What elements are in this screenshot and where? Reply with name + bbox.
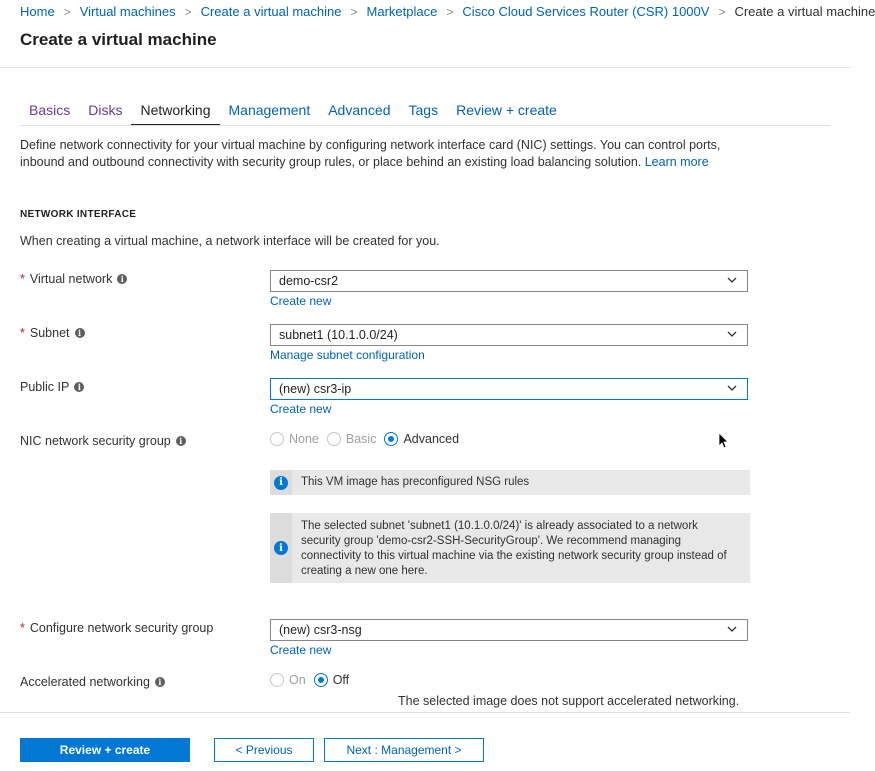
- nsg-radio-advanced-label: Advanced: [403, 432, 460, 446]
- subnet-value: subnet1 (10.1.0.0/24): [279, 328, 398, 342]
- accelerated-networking-note: The selected image does not support accelerated networking.: [398, 694, 740, 708]
- tabs-divider: [20, 125, 830, 126]
- create-new-nsg-link[interactable]: Create new: [270, 643, 332, 657]
- nic-nsg-radio-group: [270, 432, 467, 446]
- chevron-down-icon: [727, 275, 737, 285]
- required-marker: *: [20, 621, 25, 635]
- configure-nsg-value: (new) csr3-nsg: [279, 623, 362, 637]
- public-ip-label: [20, 380, 84, 394]
- info-strip: [270, 513, 292, 583]
- subnet-dropdown[interactable]: [270, 324, 748, 346]
- nsg-radio-none[interactable]: [270, 432, 319, 446]
- nsg-radio-basic[interactable]: [327, 432, 377, 446]
- nsg-radio-basic-label: Basic: [345, 432, 377, 446]
- accelerated-radio-off[interactable]: [314, 673, 349, 687]
- info-icon[interactable]: i: [75, 328, 85, 338]
- create-new-virtual-network-link[interactable]: Create new: [270, 294, 332, 308]
- chevron-right-icon: >: [184, 4, 192, 19]
- create-new-public-ip-link[interactable]: Create new: [270, 402, 332, 416]
- networking-description: [20, 137, 755, 171]
- tab-basics[interactable]: Basics: [29, 102, 71, 118]
- public-ip-value: (new) csr3-ip: [279, 382, 352, 396]
- virtual-network-label: [20, 272, 127, 286]
- radio-circle: [384, 432, 398, 446]
- tab-management[interactable]: Management: [228, 102, 311, 118]
- required-marker: *: [20, 272, 25, 286]
- breadcrumb-create-vm[interactable]: Create a virtual machine: [200, 4, 342, 19]
- next-management-button[interactable]: Next : Management >: [324, 738, 484, 762]
- nsg-preconfigured-info-text: This VM image has preconfigured NSG rules: [301, 476, 530, 488]
- page-title: Create a virtual machine: [20, 30, 217, 49]
- accelerated-radio-on-label: On: [289, 673, 306, 687]
- breadcrumb-current: Create a virtual machine: [734, 4, 875, 19]
- virtual-network-value: demo-csr2: [279, 274, 339, 288]
- tab-networking[interactable]: Networking: [131, 98, 219, 126]
- virtual-network-label-text: Virtual network: [29, 272, 113, 286]
- breadcrumb-home[interactable]: Home: [20, 4, 55, 19]
- chevron-right-icon: >: [63, 4, 71, 19]
- info-icon: i: [274, 541, 288, 555]
- virtual-network-dropdown[interactable]: [270, 270, 748, 292]
- mouse-pointer-icon: [719, 433, 729, 449]
- configure-nsg-dropdown[interactable]: [270, 619, 748, 641]
- configure-nsg-label-text: Configure network security group: [29, 621, 214, 635]
- info-icon[interactable]: i: [176, 436, 186, 446]
- manage-subnet-link[interactable]: Manage subnet configuration: [270, 348, 425, 362]
- footer-divider: [0, 712, 850, 713]
- network-interface-intro: When creating a virtual machine, a network interface will be created for you.: [20, 234, 440, 248]
- subnet-label: [20, 326, 85, 340]
- radio-circle: [327, 432, 341, 446]
- accelerated-networking-label-text: Accelerated networking: [20, 675, 150, 689]
- public-ip-label-text: Public IP: [20, 380, 70, 394]
- accelerated-networking-label: [20, 675, 165, 689]
- tab-bar: [20, 98, 566, 126]
- breadcrumb: [20, 4, 875, 19]
- description-text: Define network connectivity for your virtual machine by configuring network interface card (NIC) settings. You can control ports, inbound and outbound connectivity with security group rules, or place behind an existing load balancing solution.: [20, 138, 721, 169]
- breadcrumb-cisco-csr[interactable]: Cisco Cloud Services Router (CSR) 1000V: [462, 4, 710, 19]
- chevron-right-icon: >: [718, 4, 726, 19]
- info-icon[interactable]: i: [117, 274, 127, 284]
- chevron-right-icon: >: [446, 4, 454, 19]
- section-heading-network-interface: NETWORK INTERFACE: [20, 209, 137, 220]
- subnet-nsg-info: [270, 513, 750, 583]
- nsg-radio-none-label: None: [289, 432, 319, 446]
- breadcrumb-virtual-machines[interactable]: Virtual machines: [79, 4, 176, 19]
- accelerated-radio-on[interactable]: [270, 673, 306, 687]
- previous-button[interactable]: < Previous: [214, 738, 314, 762]
- subnet-nsg-info-text: The selected subnet 'subnet1 (10.1.0.0/24)' is already associated to a network security group 'demo-csr2-SSH-SecurityGroup'. We recommend managing connectivity to this virtual machine via the existing network security group instead of creating a new one here.: [301, 520, 727, 577]
- info-icon[interactable]: i: [155, 677, 165, 687]
- review-create-button[interactable]: Review + create: [20, 738, 190, 762]
- info-icon[interactable]: i: [74, 382, 84, 392]
- tab-disks[interactable]: Disks: [88, 102, 123, 118]
- tab-review-create[interactable]: Review + create: [456, 102, 557, 118]
- breadcrumb-marketplace[interactable]: Marketplace: [366, 4, 438, 19]
- accelerated-radio-off-label: Off: [332, 673, 350, 687]
- chevron-down-icon: [727, 383, 737, 393]
- radio-circle: [270, 432, 284, 446]
- nic-nsg-label: [20, 434, 186, 448]
- tab-advanced[interactable]: Advanced: [328, 102, 391, 118]
- radio-circle: [314, 673, 328, 687]
- accelerated-networking-radio-group: [270, 673, 357, 687]
- chevron-right-icon: >: [350, 4, 358, 19]
- chevron-down-icon: [727, 624, 737, 634]
- learn-more-link[interactable]: Learn more: [644, 155, 709, 169]
- required-marker: *: [20, 326, 25, 340]
- nic-nsg-label-text: NIC network security group: [20, 434, 171, 448]
- configure-nsg-label: [20, 621, 213, 635]
- info-strip: [270, 470, 292, 495]
- subnet-label-text: Subnet: [29, 326, 70, 340]
- info-icon: i: [274, 476, 288, 490]
- nsg-preconfigured-info: [270, 470, 750, 495]
- radio-circle: [270, 673, 284, 687]
- public-ip-dropdown[interactable]: [270, 378, 748, 400]
- chevron-down-icon: [727, 329, 737, 339]
- header-divider: [0, 67, 850, 68]
- tab-tags[interactable]: Tags: [408, 102, 439, 118]
- nsg-radio-advanced[interactable]: [384, 432, 459, 446]
